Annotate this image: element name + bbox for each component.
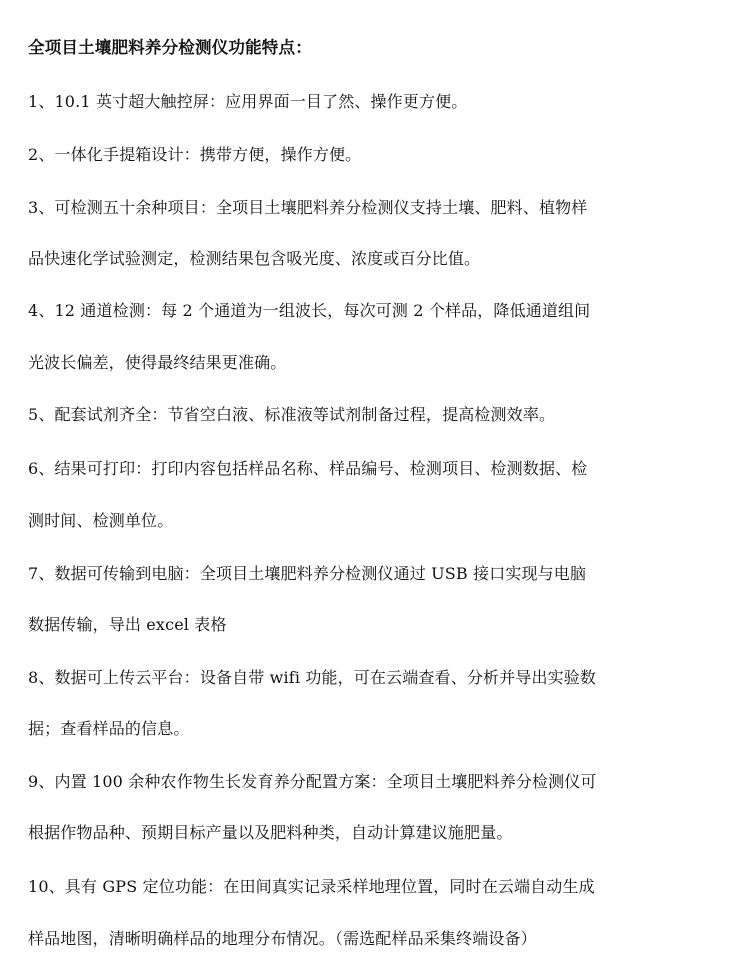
text-line: 9、内置 100 余种农作物生长发育养分配置方案：全项目土壤肥料养分检测仪可: [28, 772, 597, 791]
text-line: 2、一体化手提箱设计：携带方便，操作方便。: [28, 145, 362, 164]
text-line: 品快速化学试验测定，检测结果包含吸光度、浓度或百分比值。: [28, 249, 481, 268]
text-line: 数据传输，导出 excel 表格: [28, 615, 227, 634]
text-line: 8、数据可上传云平台：设备自带 wifi 功能，可在云端查看、分析并导出实验数: [28, 668, 597, 687]
text-line: 样品地图，清晰明确样品的地理分布情况。（需选配样品采集终端设备）: [28, 929, 537, 948]
text-line: 10、具有 GPS 定位功能：在田间真实记录采样地理位置，同时在云端自动生成: [28, 877, 595, 896]
text-line: 5、配套试剂齐全：节省空白液、标准液等试剂制备过程，提高检测效率。: [28, 405, 556, 424]
text-line: 光波长偏差，使得最终结果更准确。: [28, 353, 287, 372]
text-line: 7、数据可传输到电脑：全项目土壤肥料养分检测仪通过 USB 接口实现与电脑: [28, 564, 587, 583]
text-line: 4、12 通道检测：每 2 个通道为一组波长，每次可测 2 个样品，降低通道组间: [28, 301, 591, 320]
text-line: 根据作物品种、预期目标产量以及肥料种类，自动计算建议施肥量。: [28, 823, 513, 842]
text-line: 6、结果可打印：打印内容包括样品名称、样品编号、检测项目、检测数据、检: [28, 459, 588, 478]
document-title: 全项目土壤肥料养分检测仪功能特点：: [28, 38, 312, 57]
text-line: 1、10.1 英寸超大触控屏：应用界面一目了然、操作更方便。: [28, 92, 468, 111]
text-line: 3、可检测五十余种项目：全项目土壤肥料养分检测仪支持土壤、肥料、植物样: [28, 198, 588, 217]
text-line: 测时间、检测单位。: [28, 511, 174, 530]
text-line: 据；查看样品的信息。: [28, 719, 190, 738]
